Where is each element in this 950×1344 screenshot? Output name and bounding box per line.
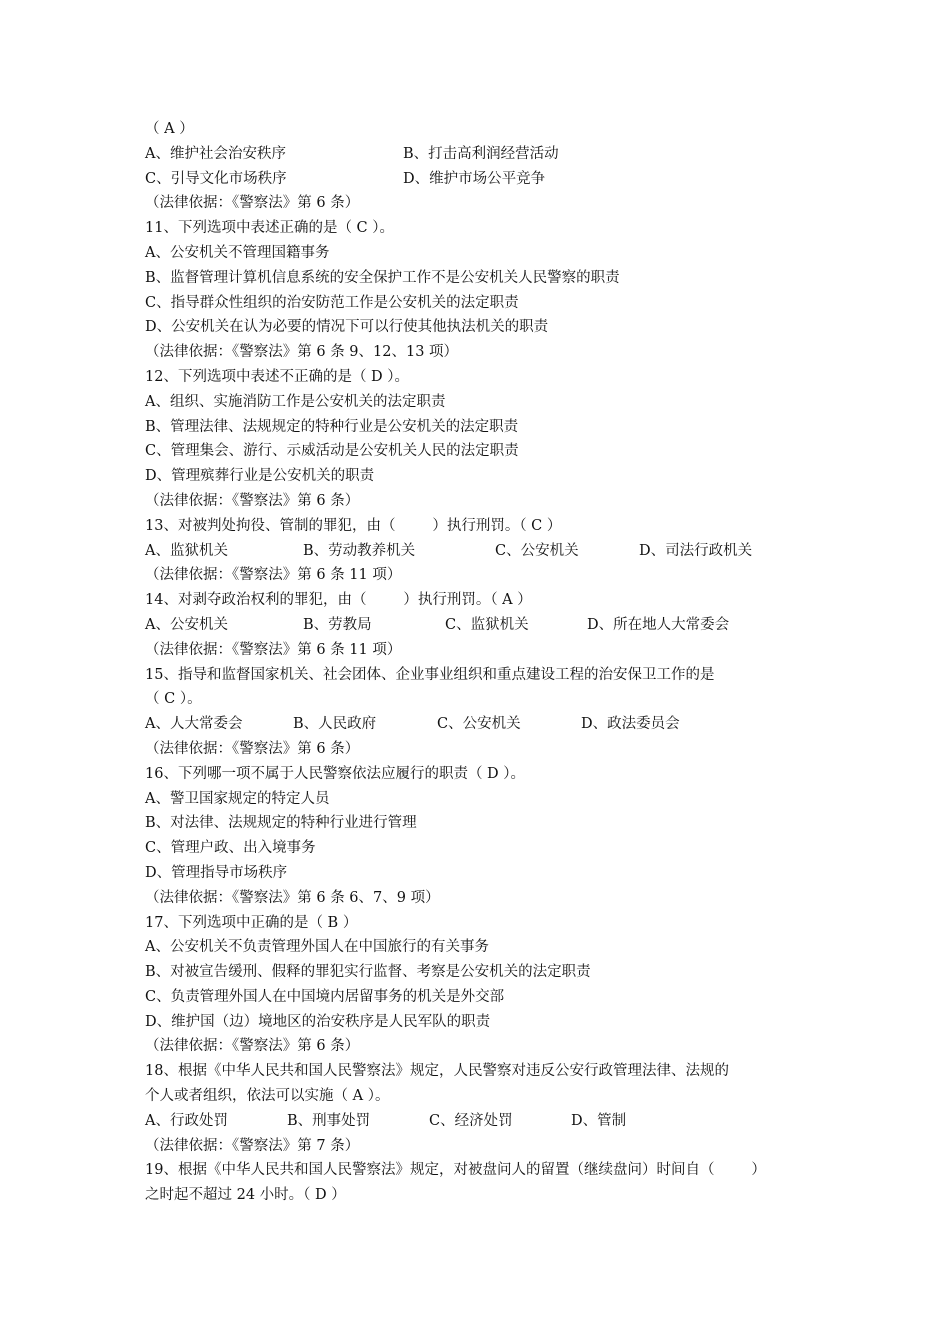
text-line: 17、下列选项中正确的是（ B ） xyxy=(145,914,358,931)
text-line: C、指导群众性组织的治安防范工作是公安机关的法定职责 xyxy=(145,294,519,311)
text-line: C、管理集会、游行、示威活动是公安机关人民的法定职责 xyxy=(145,443,519,460)
answer-option: B、劳动教养机关 xyxy=(303,542,416,559)
answer-option: D、司法行政机关 xyxy=(639,542,753,559)
text-line: （法律依据：《警察法》第 6 条） xyxy=(145,1038,360,1055)
text-line: （法律依据：《警察法》第 6 条 9、12、13 项） xyxy=(145,344,459,361)
text-line: （ A ） xyxy=(145,121,194,137)
answer-option: C、引导文化市场秩序 xyxy=(145,170,287,187)
text-line: 15、指导和监督国家机关、社会团体、企业事业组织和重点建设工程的治安保卫工作的是 xyxy=(145,666,715,683)
answer-option: D、维护市场公平竞争 xyxy=(403,170,546,187)
option-row xyxy=(145,142,815,167)
text-line: （ C ）。 xyxy=(145,691,202,708)
text-line: 之时起不超过 24 小时。（ D ） xyxy=(145,1187,346,1204)
text-line: 13、对被判处拘役、管制的罪犯，由（ ）执行刑罚。（ C ） xyxy=(145,517,562,534)
answer-option: A、行政处罚 xyxy=(145,1112,228,1129)
text-line: D、维护国（边）境地区的治安秩序是人民军队的职责 xyxy=(145,1013,491,1030)
option-row xyxy=(145,167,815,192)
answer-option: A、公安机关 xyxy=(145,616,228,633)
answer-option: C、监狱机关 xyxy=(445,616,529,633)
text-line: D、管理殡葬行业是公安机关的职责 xyxy=(145,468,375,485)
option-row xyxy=(145,539,815,564)
text-line: 个人或者组织，依法可以实施（ A ）。 xyxy=(145,1088,390,1105)
text-line: D、管理指导市场秩序 xyxy=(145,864,288,881)
text-line: （法律依据：《警察法》第 6 条 11 项） xyxy=(145,641,402,658)
answer-option: A、监狱机关 xyxy=(145,542,228,559)
text-line: 11、下列选项中表述正确的是（ C ）。 xyxy=(145,220,395,237)
option-row xyxy=(145,712,815,737)
text-line: 18、根据《中华人民共和国人民警察法》规定，人民警察对违反公安行政管理法律、法规的 xyxy=(145,1063,729,1080)
answer-option: D、所在地人大常委会 xyxy=(587,616,730,633)
answer-option: B、劳教局 xyxy=(303,616,372,633)
answer-option: A、维护社会治安秩序 xyxy=(145,145,286,162)
text-line: （法律依据：《警察法》第 6 条 6、7、9 项） xyxy=(145,889,440,906)
option-row xyxy=(145,1109,815,1134)
answer-option: C、公安机关 xyxy=(495,542,579,559)
text-line: A、警卫国家规定的特定人员 xyxy=(145,790,330,807)
answer-option: C、公安机关 xyxy=(437,716,521,733)
text-line: C、管理户政、出入境事务 xyxy=(145,840,316,857)
text-line: 12、下列选项中表述不正确的是（ D ）。 xyxy=(145,368,410,385)
text-line: 16、下列哪一项不属于人民警察依法应履行的职责（ D ）。 xyxy=(145,765,526,782)
text-line: B、监督管理计算机信息系统的安全保护工作不是公安机关人民警察的职责 xyxy=(145,269,620,286)
answer-option: B、刑事处罚 xyxy=(287,1112,371,1129)
document-body xyxy=(145,117,815,1208)
text-line: （法律依据：《警察法》第 6 条） xyxy=(145,492,360,509)
text-line: B、管理法律、法规规定的特种行业是公安机关的法定职责 xyxy=(145,418,519,435)
answer-option: B、人民政府 xyxy=(293,716,377,733)
option-row xyxy=(145,613,815,638)
text-line: （法律依据：《警察法》第 7 条） xyxy=(145,1137,360,1154)
answer-option: A、人大常委会 xyxy=(145,716,243,733)
text-line: 19、根据《中华人民共和国人民警察法》规定，对被盘问人的留置（继续盘问）时间自（ ） xyxy=(145,1162,766,1179)
answer-option: D、管制 xyxy=(571,1112,627,1129)
text-line: A、组织、实施消防工作是公安机关的法定职责 xyxy=(145,393,446,410)
answer-option: B、打击高利润经营活动 xyxy=(403,145,559,162)
text-line: A、公安机关不管理国籍事务 xyxy=(145,244,330,261)
text-line: B、对法律、法规规定的特种行业进行管理 xyxy=(145,815,417,832)
text-line: A、公安机关不负责管理外国人在中国旅行的有关事务 xyxy=(145,939,489,956)
text-line: 14、对剥夺政治权利的罪犯，由（ ）执行刑罚。（ A ） xyxy=(145,592,532,609)
answer-option: D、政法委员会 xyxy=(581,716,680,733)
answer-option: C、经济处罚 xyxy=(429,1112,513,1129)
text-line: （法律依据：《警察法》第 6 条 11 项） xyxy=(145,567,402,584)
text-line: D、公安机关在认为必要的情况下可以行使其他执法机关的职责 xyxy=(145,319,549,336)
text-line: （法律依据：《警察法》第 6 条） xyxy=(145,740,360,757)
text-line: B、对被宣告缓刑、假释的罪犯实行监督、考察是公安机关的法定职责 xyxy=(145,964,591,981)
text-line: （法律依据：《警察法》第 6 条） xyxy=(145,195,360,212)
text-line: C、负责管理外国人在中国境内居留事务的机关是外交部 xyxy=(145,988,505,1005)
